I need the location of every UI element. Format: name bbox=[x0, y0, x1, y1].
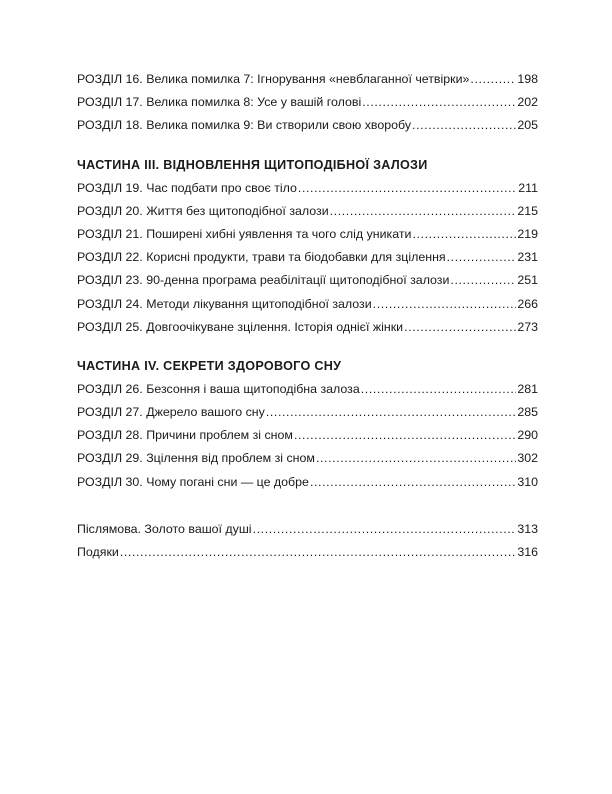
toc-leader-dots bbox=[450, 269, 516, 292]
toc-entry-title: РОЗДІЛ 25. Довгоочікуване зцілення. Історія однієї жінки bbox=[77, 319, 404, 334]
toc-entry-title: РОЗДІЛ 30. Чому погані сни — це добре bbox=[77, 474, 309, 489]
toc-entry-title: РОЗДІЛ 18. Велика помилка 9: Ви створили свою хворобу bbox=[77, 118, 412, 133]
toc-entry-chapter-30[interactable] bbox=[77, 471, 538, 494]
toc-leader-dots bbox=[412, 114, 516, 137]
toc-entry-page: 285 bbox=[517, 405, 538, 420]
section-spacer bbox=[77, 138, 538, 154]
section-spacer bbox=[77, 339, 538, 355]
toc-entry-acknowledgements[interactable] bbox=[77, 541, 538, 564]
toc-entry-title: РОЗДІЛ 23. 90-денна програма реабілітації щитоподібної залози bbox=[77, 273, 450, 288]
table-of-contents bbox=[77, 68, 538, 564]
toc-entry-chapter-17[interactable] bbox=[77, 91, 538, 114]
toc-entry-page: 205 bbox=[517, 118, 538, 133]
toc-leader-dots bbox=[362, 91, 516, 114]
toc-entry-page: 273 bbox=[517, 319, 538, 334]
toc-entry-chapter-26[interactable] bbox=[77, 378, 538, 401]
toc-leader-dots bbox=[298, 177, 517, 200]
toc-entry-page: 266 bbox=[517, 296, 538, 311]
toc-entry-chapter-27[interactable] bbox=[77, 401, 538, 424]
toc-entry-page: 219 bbox=[517, 226, 538, 241]
toc-entry-title: РОЗДІЛ 21. Поширені хибні уявлення та чого слід уникати bbox=[77, 226, 412, 241]
toc-entry-title: РОЗДІЛ 20. Життя без щитоподібної залози bbox=[77, 203, 329, 218]
toc-entry-page: 215 bbox=[517, 203, 538, 218]
toc-entry-page: 316 bbox=[517, 545, 538, 559]
toc-entry-title: РОЗДІЛ 29. Зцілення від проблем зі сном bbox=[77, 451, 315, 466]
toc-entry-title: РОЗДІЛ 26. Безсоння і ваша щитоподібна залоза bbox=[77, 381, 360, 396]
toc-entry-page: 251 bbox=[517, 273, 538, 288]
toc-entry-title: РОЗДІЛ 22. Корисні продукти, трави та біодобавки для зцілення bbox=[77, 250, 446, 265]
toc-entry-chapter-22[interactable] bbox=[77, 246, 538, 269]
toc-leader-dots bbox=[253, 518, 517, 541]
toc-entry-page: 211 bbox=[518, 180, 538, 195]
toc-entry-title: РОЗДІЛ 28. Причини проблем зі сном bbox=[77, 428, 293, 443]
toc-entry-afterword[interactable] bbox=[77, 518, 538, 541]
toc-entry-chapter-16[interactable] bbox=[77, 68, 538, 91]
toc-entry-chapter-23[interactable] bbox=[77, 269, 538, 292]
toc-entry-title: РОЗДІЛ 17. Велика помилка 8: Усе у вашій голові bbox=[77, 95, 362, 110]
toc-entry-chapter-18[interactable] bbox=[77, 114, 538, 137]
toc-entry-page: 302 bbox=[517, 451, 538, 466]
part-4-heading[interactable]: ЧАСТИНА IV. СЕКРЕТИ ЗДОРОВОГО СНУ bbox=[77, 358, 342, 373]
toc-leader-dots bbox=[373, 293, 517, 316]
toc-leader-dots bbox=[412, 223, 516, 246]
toc-entry-chapter-25[interactable] bbox=[77, 316, 538, 339]
toc-entry-chapter-29[interactable] bbox=[77, 447, 538, 470]
section-spacer bbox=[77, 494, 538, 518]
toc-leader-dots bbox=[316, 447, 516, 470]
toc-entry-chapter-20[interactable] bbox=[77, 200, 538, 223]
toc-entry-chapter-24[interactable] bbox=[77, 293, 538, 316]
toc-leader-dots bbox=[266, 401, 516, 424]
toc-leader-dots bbox=[447, 246, 517, 269]
toc-leader-dots bbox=[404, 316, 516, 339]
toc-entry-title: Подяки bbox=[77, 545, 119, 559]
toc-entry-page: 202 bbox=[517, 95, 538, 110]
toc-entry-chapter-28[interactable] bbox=[77, 424, 538, 447]
toc-entry-title: РОЗДІЛ 27. Джерело вашого сну bbox=[77, 405, 265, 420]
toc-entry-page: 231 bbox=[517, 250, 538, 265]
toc-leader-dots bbox=[310, 471, 516, 494]
toc-entry-title: РОЗДІЛ 24. Методи лікування щитоподібної залози bbox=[77, 296, 372, 311]
toc-entry-chapter-21[interactable] bbox=[77, 223, 538, 246]
toc-entry-page: 198 bbox=[517, 72, 538, 86]
toc-leader-dots bbox=[470, 68, 516, 91]
toc-entry-page: 310 bbox=[517, 474, 538, 489]
toc-entry-title: РОЗДІЛ 19. Час подбати про своє тіло bbox=[77, 180, 297, 195]
part-3-heading[interactable]: ЧАСТИНА III. ВІДНОВЛЕННЯ ЩИТОПОДІБНОЇ ЗАЛОЗИ bbox=[77, 157, 428, 172]
toc-entry-title: Післямова. Золото вашої душі bbox=[77, 521, 252, 536]
toc-entry-title: РОЗДІЛ 16. Велика помилка 7: Ігнорування «невблаганної четвірки» bbox=[77, 72, 470, 86]
toc-entry-page: 313 bbox=[517, 521, 538, 536]
toc-leader-dots bbox=[361, 378, 517, 401]
toc-entry-chapter-19[interactable] bbox=[77, 177, 538, 200]
toc-entry-page: 281 bbox=[517, 381, 538, 396]
toc-leader-dots bbox=[294, 424, 516, 447]
toc-leader-dots bbox=[120, 541, 517, 564]
toc-entry-page: 290 bbox=[517, 428, 538, 443]
toc-leader-dots bbox=[330, 200, 517, 223]
